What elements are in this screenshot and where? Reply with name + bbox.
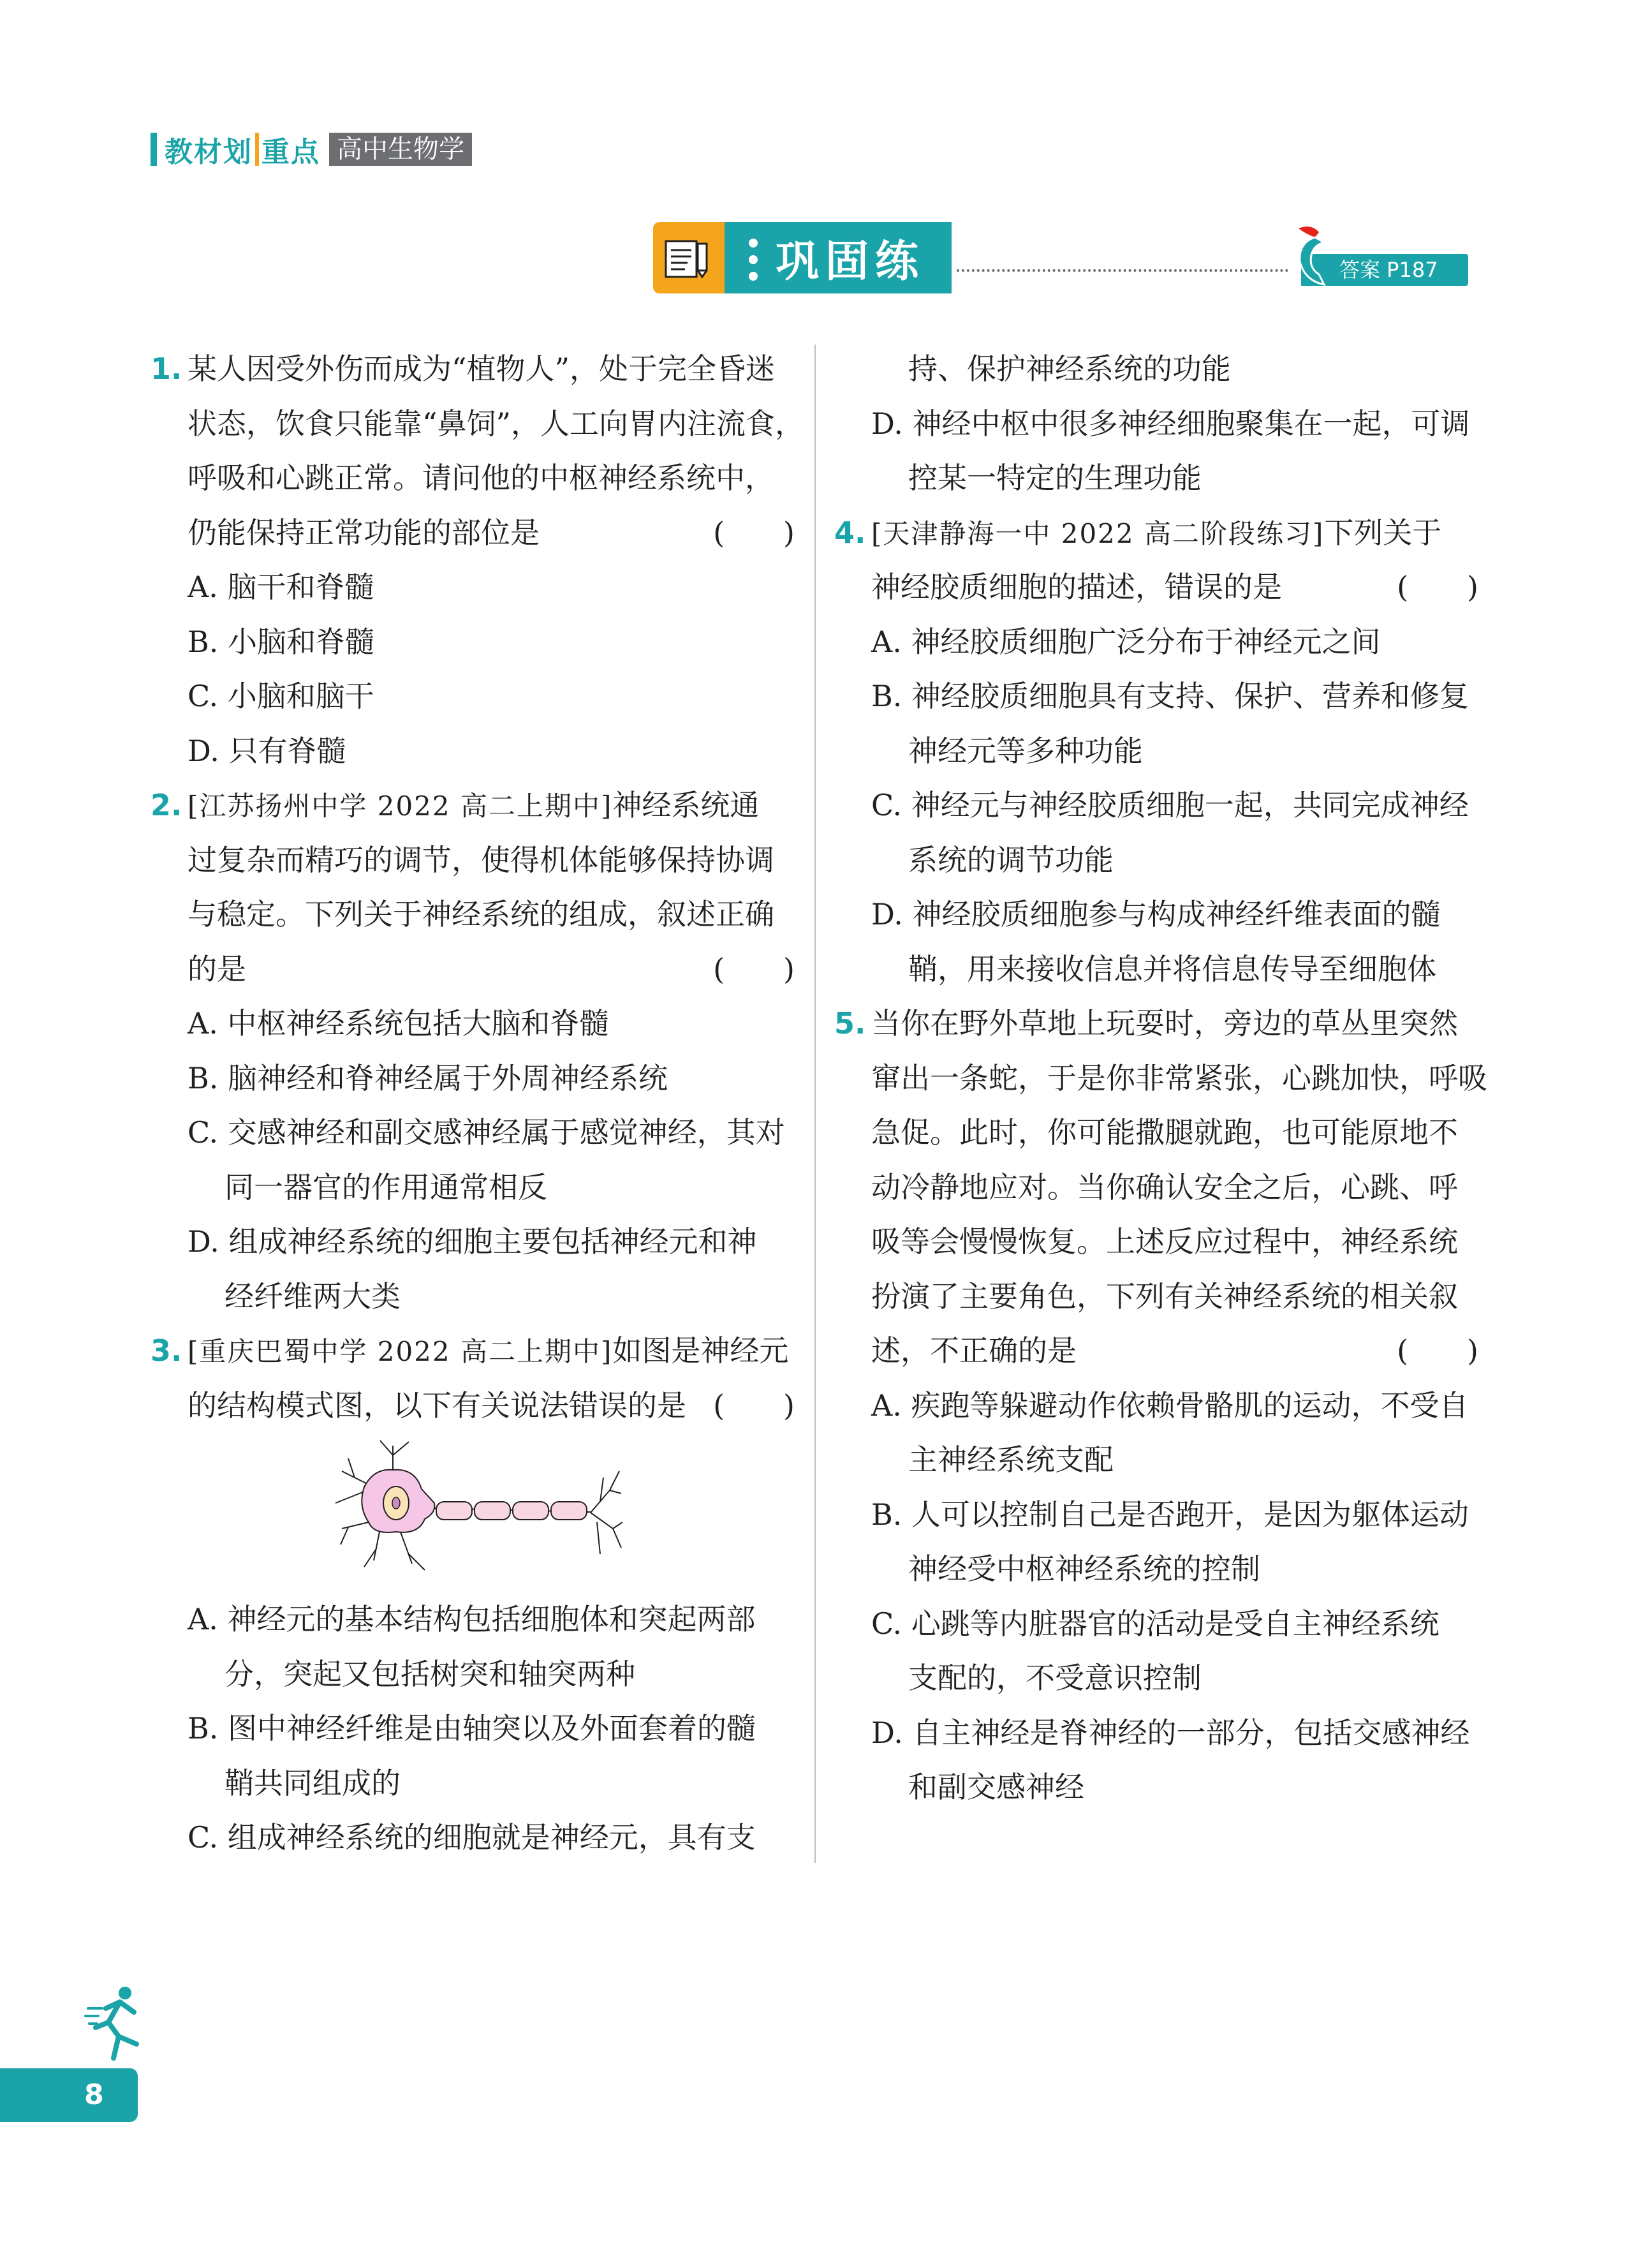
question-text: 当你在野外草地上玩耍时，旁边的草丛里突然 [871,1006,1458,1041]
option-line [834,1488,1478,1543]
option-continuation [834,1760,1478,1815]
option-text: 控某一特定的生理功能 [908,461,1202,495]
question-line [151,942,795,997]
option-line [151,1215,795,1270]
option-text: 同一器官的作用通常相反 [225,1169,547,1204]
header-brand [151,131,472,167]
option-text: C. 组成神经系统的细胞就是神经元，具有支 [188,1820,756,1855]
option-text: 经纤维两大类 [225,1279,401,1314]
answer-blank[interactable]: ( ) [1397,570,1478,604]
brand-bar [151,133,157,166]
question-text: 扮演了主要角色，下列有关神经系统的相关叙 [871,1279,1458,1314]
option-text: C. 交感神经和副交感神经属于感觉神经，其对 [188,1115,785,1150]
question-text: 急促。此时，你可能撒腿就跑，也可能原地不 [871,1115,1458,1150]
question-line [151,451,795,506]
question-line [151,887,795,942]
option-continuation [834,1542,1478,1597]
brand-title-part1: 教材划 [165,136,253,168]
brand-title-part2: 重点 [261,136,320,168]
page-number: 8 [0,2068,138,2122]
question-line [151,506,795,561]
question-line [834,1051,1487,1106]
option-text: C. 神经元与神经胶质细胞一起，共同完成神经 [871,788,1469,822]
right-column [834,342,1487,1815]
option-continuation [151,1160,795,1215]
question-text: 过复杂而精巧的调节，使得机体能够保持协调 [188,842,774,877]
answer-blank[interactable]: ( ) [713,515,795,550]
question-number: 5. [834,1006,866,1041]
neuron-figure [151,1433,795,1592]
option-text: 持、保护神经系统的功能 [908,352,1231,386]
question-text: 神经胶质细胞的描述，错误的是 [871,570,1282,604]
option-line [151,615,795,670]
option-line [834,1597,1478,1652]
option-text: C. 小脑和脑干 [188,679,374,713]
question-text: 窜出一条蛇，于是你非常紧张，心跳加快，呼吸 [871,1060,1487,1095]
question-number: 4. [834,515,866,550]
option-text: 分，突起又包括树突和轴突两种 [225,1656,635,1691]
question-text: 动冷静地应对。当你确认安全之后，心跳、呼 [871,1169,1458,1204]
option-continuation [834,724,1478,779]
question-text: 下列关于 [1324,515,1442,550]
option-line [834,887,1478,942]
question-line [834,1106,1478,1160]
question-first-line [151,342,795,397]
option-text: 神经元等多种功能 [908,733,1143,768]
option-line [151,1811,795,1865]
question-line [834,1324,1478,1379]
brand-separator [255,133,259,166]
option-continuation [834,1433,1478,1488]
question-line [151,833,795,888]
option-line [151,1592,795,1647]
option-text: D. 只有脊髓 [188,733,346,768]
question-text: 吸等会慢慢恢复。上述反应过程中，神经系统 [871,1224,1458,1259]
option-text: B. 图中神经纤维是由轴突以及外面套着的髓 [188,1711,756,1745]
question-first-line [834,506,1478,561]
option-line [834,615,1478,670]
question-line [151,1379,795,1434]
option-line [151,1701,795,1756]
question-text: 某人因受外伤而成为“植物人”，处于完全昏迷 [188,352,776,386]
subject-label: 高中生物学 [329,133,472,166]
option-text: D. 自主神经是脊神经的一部分，包括交感神经 [871,1715,1470,1750]
question-line [834,560,1478,615]
option-text: 主神经系统支配 [908,1442,1114,1477]
column-divider [814,345,816,1863]
notebook-pen-icon [653,222,725,293]
question-line [834,1270,1478,1324]
option-text: B. 脑神经和脊神经属于外周神经系统 [188,1060,668,1095]
section-title: 巩固练 [776,236,925,287]
option-text: 系统的调节功能 [908,842,1114,877]
option-continuation [834,1651,1478,1706]
question-text: 的是 [188,951,246,986]
left-column [151,342,805,1865]
option-continuation [834,451,1478,506]
option-line [834,778,1478,833]
section-banner [653,222,952,293]
option-continuation [151,1756,795,1811]
question-first-line [151,1324,795,1379]
option-text: A. 脑干和脊髓 [188,570,374,604]
option-continuation [834,833,1478,888]
option-text: 鞘共同组成的 [225,1765,401,1800]
option-text: 神经受中枢神经系统的控制 [908,1552,1260,1586]
option-text: A. 神经胶质细胞广泛分布于神经元之间 [871,624,1381,659]
question-text: 状态，饮食只能靠“鼻饲”，人工向胃内注流食， [188,406,805,441]
option-continuation [151,1647,795,1702]
question-number: 1. [151,352,182,386]
option-text: D. 神经中枢中很多神经细胞聚集在一起，可调 [871,406,1470,441]
answer-blank[interactable]: ( ) [1397,1333,1478,1368]
question-source: [江苏扬州中学 2022 高二上期中] [188,790,613,822]
bird-icon [1286,223,1343,290]
option-continuation [834,342,1478,397]
option-text: B. 小脑和脊髓 [188,624,375,659]
option-line [151,724,795,779]
option-line [151,1106,795,1160]
runner-icon [83,1983,147,2068]
option-text: 和副交感神经 [908,1770,1084,1804]
option-line [151,997,795,1051]
option-text: D. 组成神经系统的细胞主要包括神经元和神 [188,1224,757,1259]
option-text: B. 神经胶质细胞具有支持、保护、营养和修复 [871,679,1469,713]
option-text: B. 人可以控制自己是否跑开，是因为躯体运动 [871,1497,1469,1532]
question-number: 2. [151,788,182,822]
banner-dots [749,239,758,281]
option-line [151,560,795,615]
option-line [151,669,795,724]
option-line [834,397,1478,452]
question-line [834,1160,1478,1215]
option-continuation [151,1270,795,1324]
question-text: 的结构模式图，以下有关说法错误的是 [188,1388,686,1423]
question-source: [天津静海一中 2022 高二阶段练习] [871,517,1325,549]
question-first-line [151,778,795,833]
option-line [834,669,1478,724]
question-text: 仍能保持正常功能的部位是 [188,515,540,550]
banner-dotted-line [957,269,1288,272]
answer-blank[interactable]: ( ) [713,951,795,986]
option-text: 鞘，用来接收信息并将信息传导至细胞体 [908,951,1436,986]
question-first-line [834,997,1478,1051]
option-line [834,1706,1478,1761]
question-text: 呼吸和心跳正常。请问他的中枢神经系统中， [188,461,774,495]
question-text: 述，不正确的是 [871,1333,1077,1368]
option-line [834,1379,1478,1434]
option-continuation [834,942,1478,997]
neuron-diagram [329,1433,622,1586]
question-line [151,397,805,452]
question-text: 神经系统通 [612,788,760,822]
option-text: A. 疾跑等躲避动作依赖骨骼肌的运动，不受自 [871,1388,1469,1423]
option-text: D. 神经胶质细胞参与构成神经纤维表面的髓 [871,897,1441,931]
question-number: 3. [151,1333,182,1368]
answer-blank[interactable]: ( ) [713,1388,795,1423]
option-text: A. 中枢神经系统包括大脑和脊髓 [188,1006,609,1041]
question-line [834,1215,1478,1270]
option-text: 支配的，不受意识控制 [908,1661,1202,1695]
question-text: 与稳定。下列关于神经系统的组成，叙述正确 [188,897,774,931]
question-text: 如图是神经元 [612,1333,789,1368]
section-title-box [725,222,952,293]
question-source: [重庆巴蜀中学 2022 高二上期中] [188,1336,613,1367]
option-line [151,1051,795,1106]
option-text: C. 心跳等内脏器官的活动是受自主神经系统 [871,1606,1439,1641]
answer-reference: 答案 P187 [1301,254,1468,286]
option-text: A. 神经元的基本结构包括细胞体和突起两部 [188,1602,756,1636]
